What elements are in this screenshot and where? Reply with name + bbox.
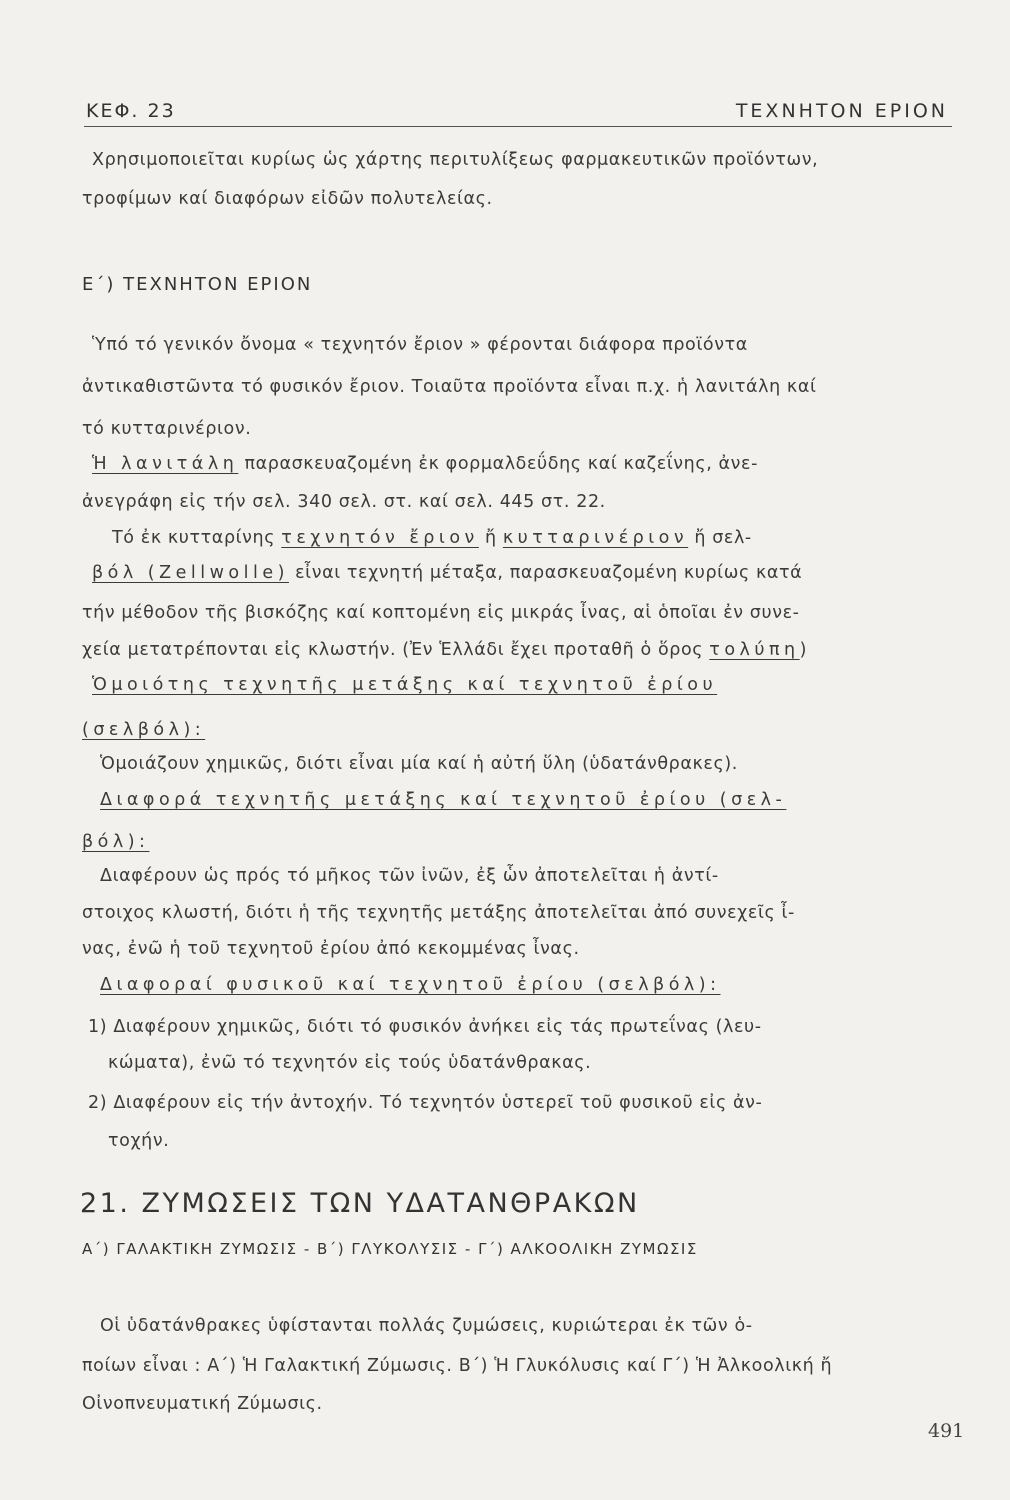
page-number: 491 — [928, 1420, 965, 1442]
text-line: Οἱ ὑδατάνθρακες ὑφίστανται πολλάς ζυμώσεις, κυριώτεραι ἐκ τῶν ὁ- — [100, 1316, 753, 1336]
text-line: τοχήν. — [108, 1131, 170, 1151]
subheading: βόλ): — [82, 832, 150, 852]
text-run: παρασκευαζομένη ἐκ φορμαλδεΰδης καί καζεΐνης, ἀνε- — [238, 454, 759, 474]
subheading: (σελβόλ): — [82, 720, 206, 740]
text-line: τήν μέθοδον τῆς βισκόζης καί κοπτομένη εἰς μικράς ἶνας, αἱ ὁποῖαι ἐν συνε- — [82, 603, 800, 623]
spaced-term: τολύπη — [709, 640, 800, 660]
subheading: Διαφοραί φυσικοῦ καί τεχνητοῦ ἐρίου (σελβόλ): — [100, 975, 721, 995]
text-line: 1) Διαφέρουν χημικῶς, διότι τό φυσικόν ἀνήκει εἰς τάς πρωτεΐνας (λευ- — [88, 1017, 762, 1037]
text-line — [82, 640, 807, 660]
subheading: Διαφορά τεχνητῆς μετάξης καί τεχνητοῦ ἐρίου (σελ- — [100, 790, 787, 810]
text-run: ἤ — [478, 528, 503, 548]
spaced-term: τεχνητόν ἔριον — [281, 528, 479, 548]
text-line: τροφίμων καί διαφόρων εἰδῶν πολυτελείας. — [82, 189, 493, 209]
text-line — [92, 563, 802, 583]
section-heading-21: 21. ΖΥΜΩΣΕΙΣ ΤΩΝ ΥΔΑΤΑΝΘΡΑΚΩΝ — [80, 1188, 640, 1219]
text-line: ἀνεγράφη εἰς τήν σελ. 340 σελ. στ. καί σελ. 445 στ. 22. — [82, 492, 606, 512]
text-line: 2) Διαφέρουν εἰς τήν ἀντοχήν. Τό τεχνητόν ὑστερεῖ τοῦ φυσικοῦ εἰς ἀν- — [88, 1093, 763, 1113]
text-line: νας, ἐνῶ ἡ τοῦ τεχνητοῦ ἐρίου ἀπό κεκομμένας ἶνας. — [82, 939, 580, 959]
text-line: τό κυτταρινέριον. — [82, 419, 252, 439]
running-title: ΤΕΧΝΗΤΟΝ ΕΡΙΟΝ — [735, 100, 948, 122]
text-line: Χρησιμοποιεῖται κυρίως ὡς χάρτης περιτυλίξεως φαρμακευτικῶν προϊόντων, — [92, 150, 819, 170]
text-line: στοιχος κλωστή, διότι ἡ τῆς τεχνητῆς μετάξης ἀποτελεῖται ἀπό συνεχεῖς ἶ- — [82, 903, 795, 923]
text-run: Τό ἐκ κυτταρίνης — [112, 528, 282, 548]
text-line — [112, 528, 752, 548]
text-run: ἤ σελ- — [688, 528, 752, 548]
text-line: ἀντικαθιστῶντα τό φυσικόν ἔριον. Τοιαῦτα προϊόντα εἶναι π.χ. ἡ λανιτάλη καί — [82, 377, 817, 397]
text-line: Ὑπό τό γενικόν ὄνομα « τεχνητόν ἔριον » φέρονται διάφορα προϊόντα — [92, 335, 748, 355]
text-line: Οἰνοπνευματική Ζύμωσις. — [82, 1394, 323, 1414]
text-run: εἶναι τεχνητή μέταξα, παρασκευαζομένη κυρίως κατά — [288, 563, 803, 583]
spaced-term: Ἡ λανιτάλη — [92, 454, 239, 474]
text-line: ποίων εἶναι : Α΄) Ἡ Γαλακτική Ζύμωσις. Β΄) Ἡ Γλυκόλυσις καί Γ΄) Ἡ Ἀλκοολική ἤ — [82, 1356, 833, 1376]
text-run: χεία μετατρέπονται εἰς κλωστήν. (Ἐν Ἑλλάδι ἔχει προταθῆ ὁ ὅρος — [82, 640, 710, 660]
subheading: Ὁμοιότης τεχνητῆς μετάξης καί τεχνητοῦ ἐρίου — [92, 675, 718, 695]
text-line: Ὁμοιάζουν χημικῶς, διότι εἶναι μία καί ἡ αὐτή ὕλη (ὑδατάνθρακες). — [100, 754, 738, 774]
section-subheading-21: Α΄) ΓΑΛΑΚΤΙΚΗ ΖΥΜΩΣΙΣ - Β΄) ΓΛΥΚΟΛΥΣΙΣ - Γ΄) ΑΛΚΟΟΛΙΚΗ ΖΥΜΩΣΙΣ — [82, 1240, 698, 1258]
chapter-label: ΚΕΦ. 23 — [86, 100, 176, 122]
spaced-term: βόλ (Zellwolle) — [92, 563, 289, 583]
text-line: Διαφέρουν ὡς πρός τό μῆκος τῶν ἰνῶν, ἐξ ὧν ἀποτελεῖται ἡ ἀντί- — [100, 866, 719, 886]
text-line: κώματα), ἐνῶ τό τεχνητόν εἰς τούς ὑδατάνθρακας. — [108, 1053, 592, 1073]
spaced-term: κυτταρινέριον — [502, 528, 689, 548]
text-line — [92, 454, 758, 474]
section-heading-e: Ε΄) ΤΕΧΝΗΤΟΝ ΕΡΙΟΝ — [82, 274, 313, 295]
text-run: ) — [799, 640, 808, 660]
header-rule — [84, 126, 952, 127]
